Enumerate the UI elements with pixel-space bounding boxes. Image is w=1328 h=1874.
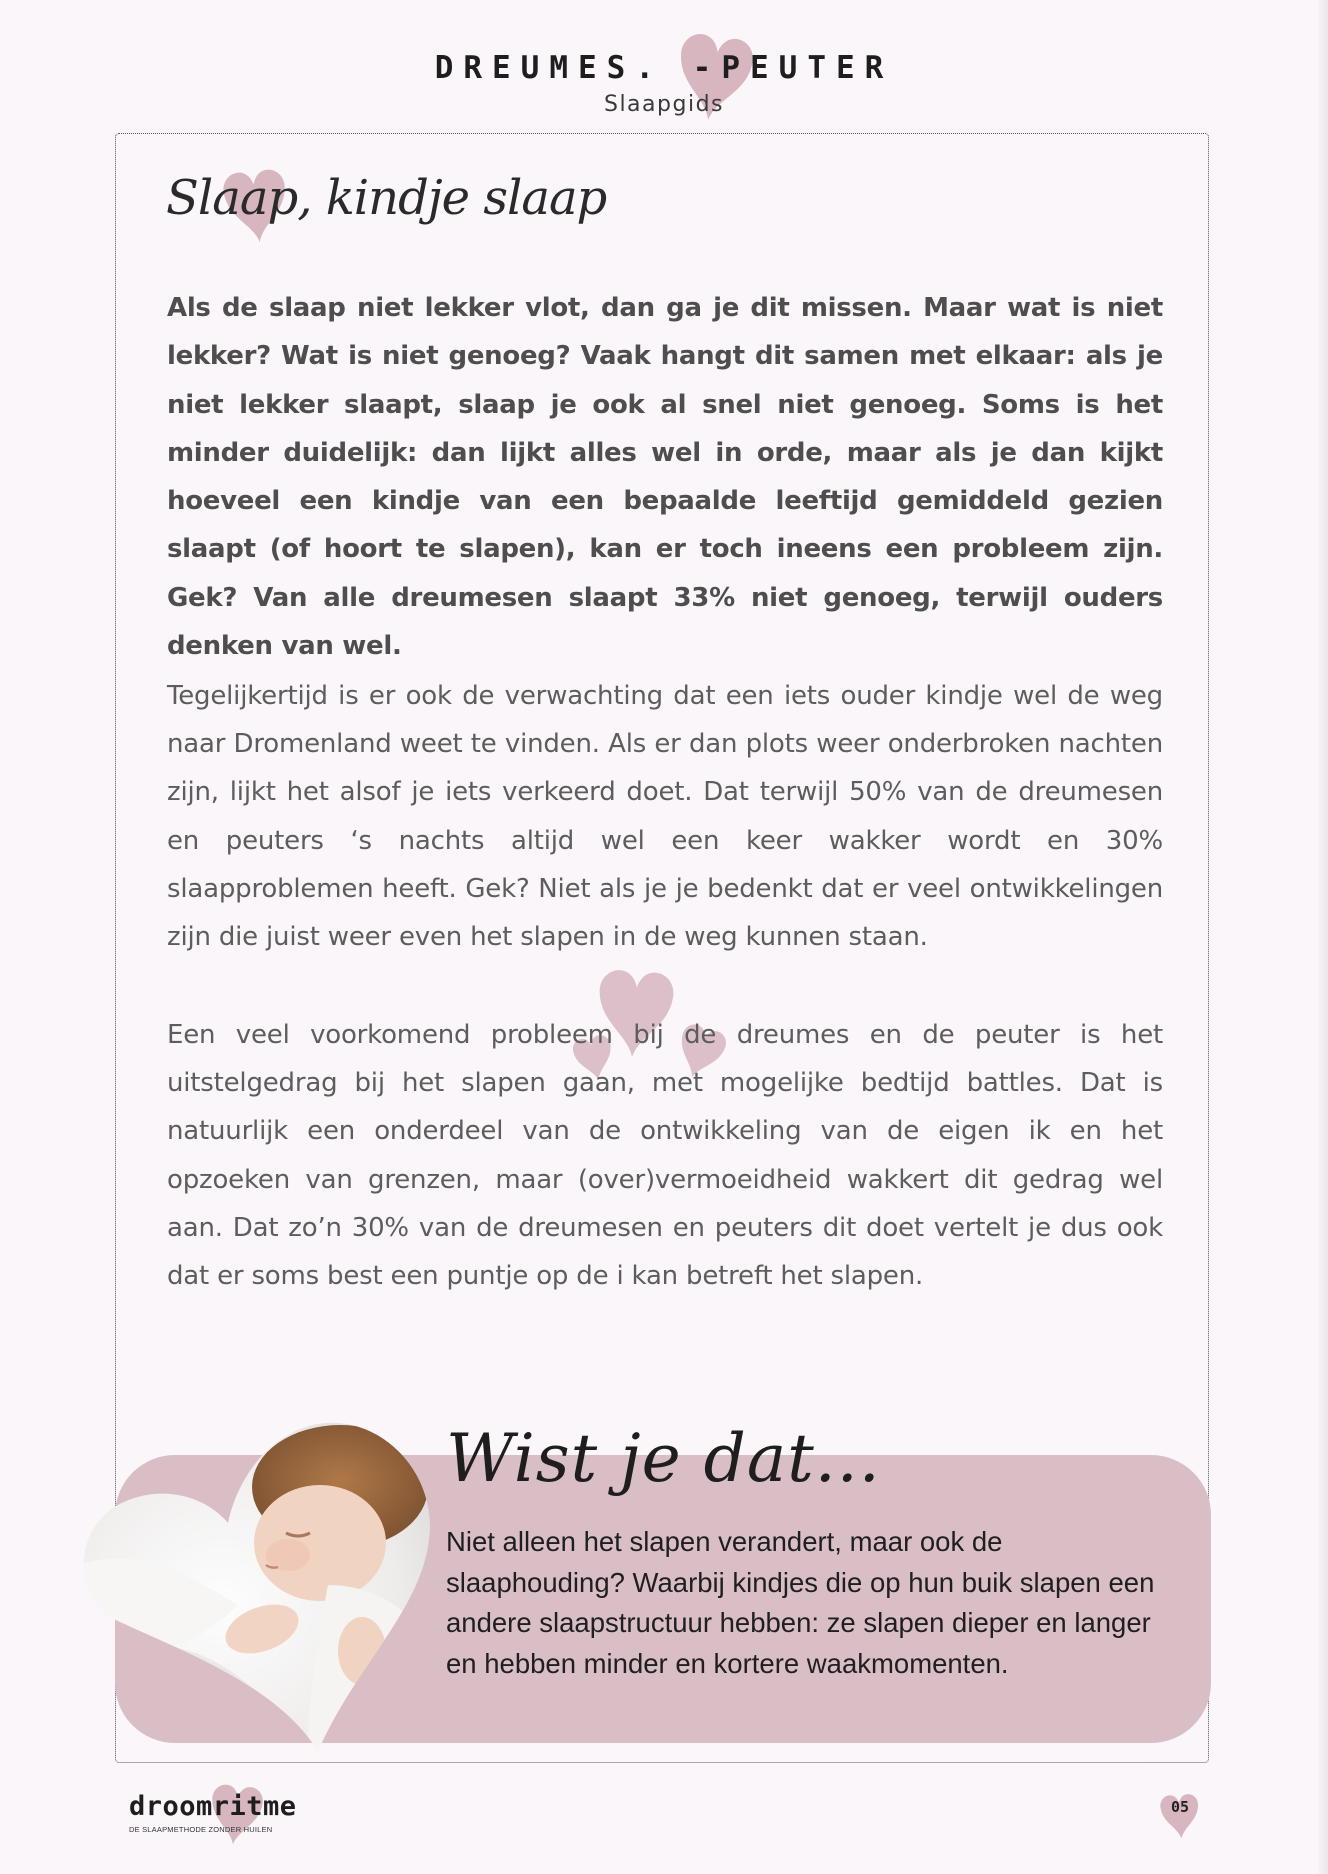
document-subtitle: Slaapgids — [603, 92, 724, 117]
document-title: DREUMES. -PEUTER — [434, 50, 894, 86]
sleeping-baby-photo — [78, 1415, 438, 1755]
body-paragraph-3: Een veel voorkomend probleem bij de dreumes en de peuter is het uitstelgedrag bij het slapen gaan, met mogelijke bedtijd battles. Dat is natuurlijk een onderdeel van de ontwikkeling van de eigen ik en het opzoeken van grenzen, maar (over)vermoeidheid wakkert dit gedrag wel aan. Dat zo’n 30% van de dreumesen en peuters dit doet vertelt je dus ook dat er soms best een puntje op de i kan betreft het slapen. — [167, 1020, 1163, 1292]
page-number: 05 — [1170, 1798, 1190, 1816]
section-title: Slaap, kindje slaap — [166, 170, 607, 226]
footer-tagline: DE SLAAPMETHODE ZONDER HUILEN — [129, 1825, 273, 1834]
footer-logo: droomritme — [129, 1791, 297, 1822]
page-edge-shadow — [1318, 0, 1328, 1874]
info-heading: Wist je dat... — [446, 1420, 881, 1497]
intro-paragraph: Als de slaap niet lekker vlot, dan ga je dit missen. Maar wat is niet lekker? Wat is niet genoeg? Vaak hangt dit samen met elkaar: als je niet lekker slaapt, slaap je ook al snel niet genoeg. Soms is het minder duidelijk: dan lijkt alles wel in orde, maar als je dan kijkt hoeveel een kindje van een bepaalde leeftijd gemiddeld gezien slaapt (of hoort te slapen), kan er toch ineens een probleem zijn. Gek? Van alle dreumesen slaapt 33% niet genoeg, terwijl ouders denken van wel. — [167, 293, 1163, 662]
body-paragraph-2: Tegelijkertijd is er ook de verwachting dat een iets ouder kindje wel de weg naar Dromenland weet te vinden. Als er dan plots weer onderbroken nachten zijn, lijkt het alsof je iets verkeerd doet. Dat terwijl 50% van de dreumesen en peuters ‘s nachts altijd wel een keer wakker wordt en 30% slaapproblemen heeft. Gek? Niet als je je bedenkt dat er veel ontwikkelingen zijn die juist weer even het slapen in de weg kunnen staan. — [167, 681, 1163, 953]
info-text: Niet alleen het slapen verandert, maar ook de slaaphouding? Waarbij kindjes die op hun buik slapen een andere slaapstructuur hebben: ze slapen dieper en langer en hebben minder en kortere waakmomenten. — [446, 1526, 1155, 1679]
